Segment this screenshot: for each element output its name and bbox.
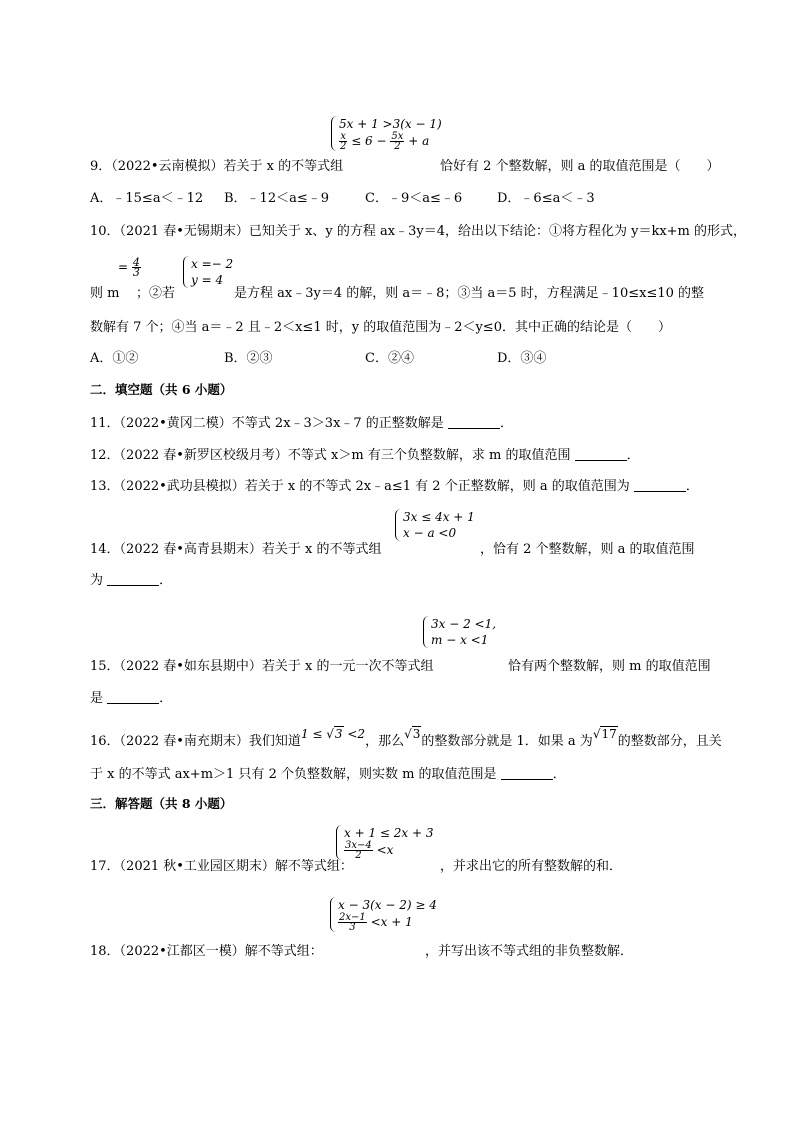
q9-option-d: D．﹣6≤a＜﹣3	[497, 191, 595, 206]
q10-m-fraction: = $\frac{4}{3}$	[118, 256, 140, 279]
q10-part2-suffix: 是方程 ax﹣3y＝4 的解，则 a＝﹣8；③当 a＝5 时，方程满足﹣10≤x≤10 的整	[234, 286, 705, 301]
q16-inequality: 1 ≤ √3 <2	[300, 727, 366, 741]
q10-option-c: C．②④	[365, 351, 414, 366]
q14-inequality-system	[395, 509, 475, 541]
q16-line2: 于 x 的不等式 ax+m＞1 只有 2 个负整数解，则实数 m 的取值范围是 ．	[90, 767, 566, 782]
q14-line2: 为 ．	[90, 573, 173, 588]
q18-sys-line1: x − 3(x − 2) ≥ 4	[338, 898, 437, 912]
q10-line1: 10．（2021 春•无锡期末）已知关于 x、y 的方程 ax﹣3y＝4，给出以下结论：①将方程化为 y＝kx+m 的形式，	[90, 224, 747, 239]
q18-prefix: 18．（2022•江都区一模）解不等式组：	[90, 944, 323, 959]
q9-suffix: 恰好有 2 个整数解，则 a 的取值范围是（ ）	[440, 159, 720, 174]
q15-answer-blank[interactable]	[107, 691, 159, 704]
q13-text: 13．（2022•武功县模拟）若关于 x 的不等式 2x﹣a≤1 有 2 个正整数解，则 a 的取值范围为 ．	[90, 479, 699, 494]
q10-m-label: 则 m	[90, 286, 120, 301]
q18-inequality-system	[330, 897, 437, 932]
q11-text: 11．（2022•黄冈二模）不等式 2x﹣3＞3x﹣7 的正整数解是 ．	[90, 416, 513, 431]
q17-sys-line2: $\frac{3x-4}{2}$ <x	[345, 840, 394, 861]
q9-sys-line2: $\frac{x}{2}$ ≤ 6 − $\frac{5x}{2}$ + a	[340, 131, 430, 152]
q16-sqrt3: √3	[404, 727, 421, 741]
q9-frac-5x-2: $\frac{5x}{2}$	[391, 131, 404, 152]
q15-line2: 是 ．	[90, 691, 173, 706]
q10-part2-prefix: ；②若	[136, 286, 176, 301]
q15-inequality-system	[423, 616, 496, 648]
q15-sys-line1: 3x − 2 <1,	[431, 617, 497, 631]
q18-sys-line2: $\frac{2x-1}{3}$ <x + 1	[339, 912, 413, 933]
q16-sqrt17: √17	[592, 727, 617, 741]
q15-suffix: 恰有两个整数解，则 m 的取值范围	[508, 659, 711, 674]
q14-suffix: ，恰有 2 个整数解，则 a 的取值范围	[480, 542, 695, 557]
q10-option-d: D．③④	[497, 351, 547, 366]
q10-solution-system	[183, 256, 233, 288]
q10-option-b: B．②③	[224, 351, 273, 366]
q14-sys-line1: 3x ≤ 4x + 1	[403, 510, 475, 524]
section-fill-in-heading: 二．填空题（共 6 小题）	[90, 382, 233, 397]
q11-answer-blank[interactable]	[448, 416, 500, 429]
q12-answer-blank[interactable]	[575, 448, 627, 461]
q15-sys-line2: m − x <1	[431, 633, 489, 647]
q17-sys-line1: x + 1 ≤ 2x + 3	[344, 826, 434, 840]
q14-prefix: 14．（2022 春•高青县期末）若关于 x 的不等式组	[90, 542, 382, 557]
section-answer-heading: 三．解答题（共 8 小题）	[90, 796, 233, 811]
q9-option-c: C．﹣9＜a≤﹣6	[365, 191, 463, 206]
q10-sys-line2: y = 4	[191, 273, 224, 287]
q10-sys-line1: x =− 2	[191, 257, 234, 271]
q17-suffix: ，并求出它的所有整数解的和．	[440, 859, 623, 874]
q9-frac-x-2: $\frac{x}{2}$	[340, 131, 347, 152]
q9-inequality-system	[331, 116, 442, 151]
q14-answer-blank[interactable]	[107, 573, 159, 586]
q16-answer-blank[interactable]	[501, 767, 553, 780]
q9-option-b: B．﹣12＜a≤﹣9	[224, 191, 330, 206]
q13-answer-blank[interactable]	[634, 479, 686, 492]
q17-prefix: 17．（2021 秋•工业园区期末）解不等式组：	[90, 859, 353, 874]
q12-text: 12．（2022 春•新罗区校级月考）不等式 x＞m 有三个负整数解，求 m 的取值范围 ．	[90, 448, 640, 463]
q9-option-a: A．﹣15≤a＜﹣12	[90, 191, 204, 206]
q9-prefix: 9．（2022•云南模拟）若关于 x 的不等式组	[90, 159, 344, 174]
q15-prefix: 15．（2022 春•如东县期中）若关于 x 的一元一次不等式组	[90, 659, 434, 674]
q16-line1: 16．（2022 春•南充期末）我们知道1 ≤ √3 <2，那么√3的整数部分就是 1．如果 a 为√17的整数部分，且关	[90, 727, 722, 749]
q10-line3: 数解有 7 个；④当 a＝﹣2 且﹣2＜x≤1 时，y 的取值范围为﹣2＜y≤0．其中正确的结论是（ ）	[90, 320, 671, 335]
q9-sys-line1: 5x + 1 >3(x − 1)	[339, 117, 442, 131]
q14-sys-line2: x − a <0	[403, 526, 457, 540]
q18-suffix: ，并写出该不等式组的非负整数解．	[425, 944, 634, 959]
q10-option-a: A．①②	[90, 351, 139, 366]
